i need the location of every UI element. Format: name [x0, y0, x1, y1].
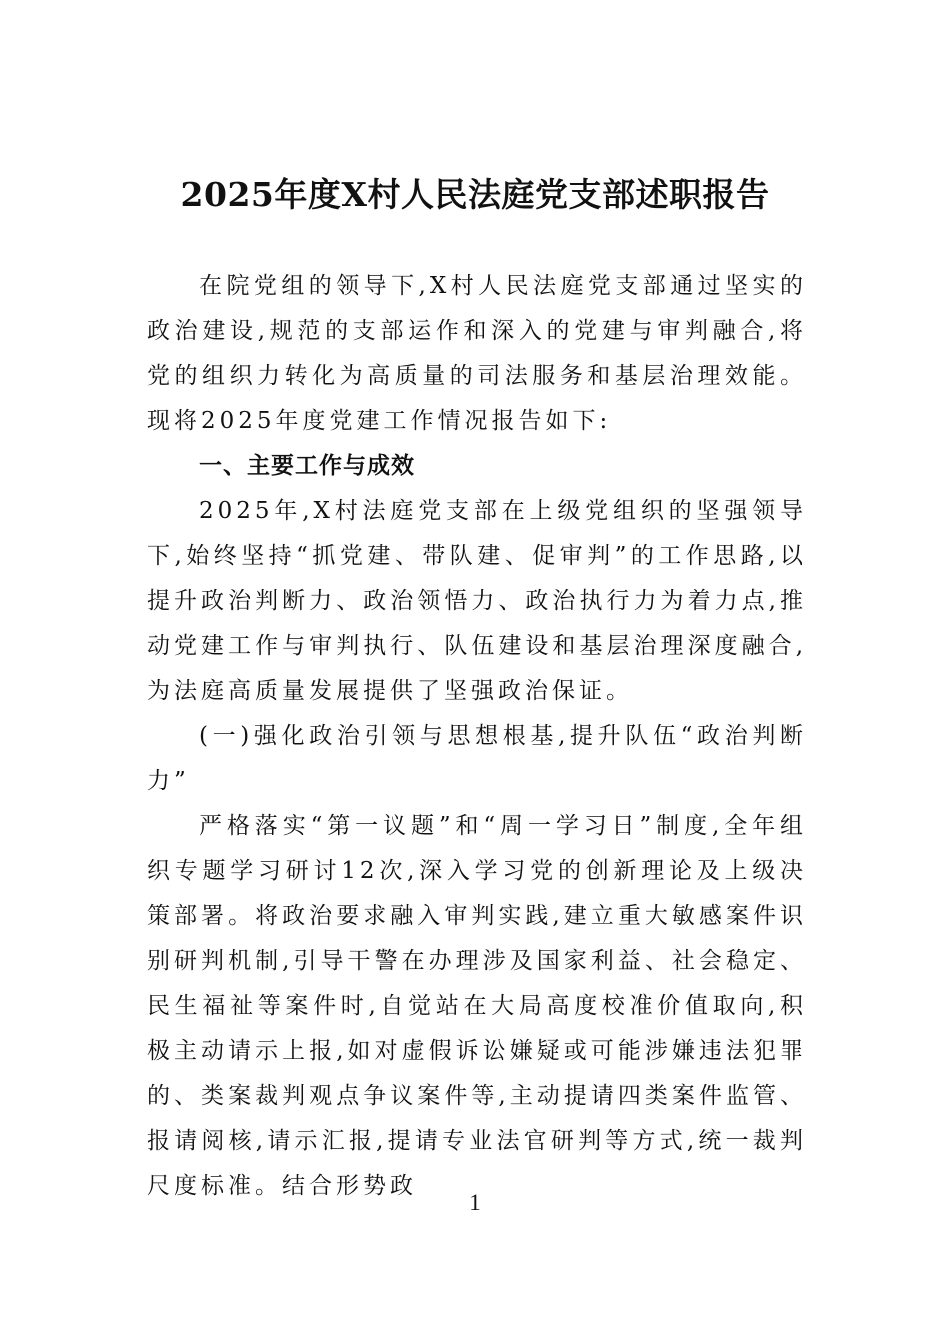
document-body [147, 264, 807, 1209]
document-title: 2025年度X村人民法庭党支部述职报告 [180, 175, 770, 214]
section-heading: 一、主要工作与成效 [199, 453, 415, 479]
page-number: 1 [469, 1190, 481, 1215]
subsection-paragraph: 严格落实“第一议题”和“周一学习日”制度,全年组织专题学习研讨12次,深入学习党的创新理论及上级决策部署。将政治要求融入审判实践,建立重大敏感案件识别研判机制,引导干警在办理涉及国家利益、社会稳定、民生福祉等案件时,自觉站在大局高度校准价值取向,积极主动请示上报,如对虚假诉讼嫌疑或可能涉嫌违法犯罪的、类案裁判观点争议案件等,主动提请四类案件监管、报请阅核,请示汇报,提请专业法官研判等方式,统一裁判尺度标准。结合形势政 [147, 813, 807, 1199]
subsection-heading: (一)强化政治引领与思想根基,提升队伍“政治判断力” [147, 723, 807, 794]
section-paragraph: 2025年,X村法庭党支部在上级党组织的坚强领导下,始终坚持“抓党建、带队建、促审判”的工作思路,以提升政治判断力、政治领悟力、政治执行力为着力点,推动党建工作与审判执行、队伍建设和基层治理深度融合,为法庭高质量发展提供了坚强政治保证。 [147, 498, 807, 704]
intro-paragraph: 在院党组的领导下,X村人民法庭党支部通过坚实的政治建设,规范的支部运作和深入的党建与审判融合,将党的组织力转化为高质量的司法服务和基层治理效能。现将2025年度党建工作情况报告如下: [147, 273, 807, 434]
